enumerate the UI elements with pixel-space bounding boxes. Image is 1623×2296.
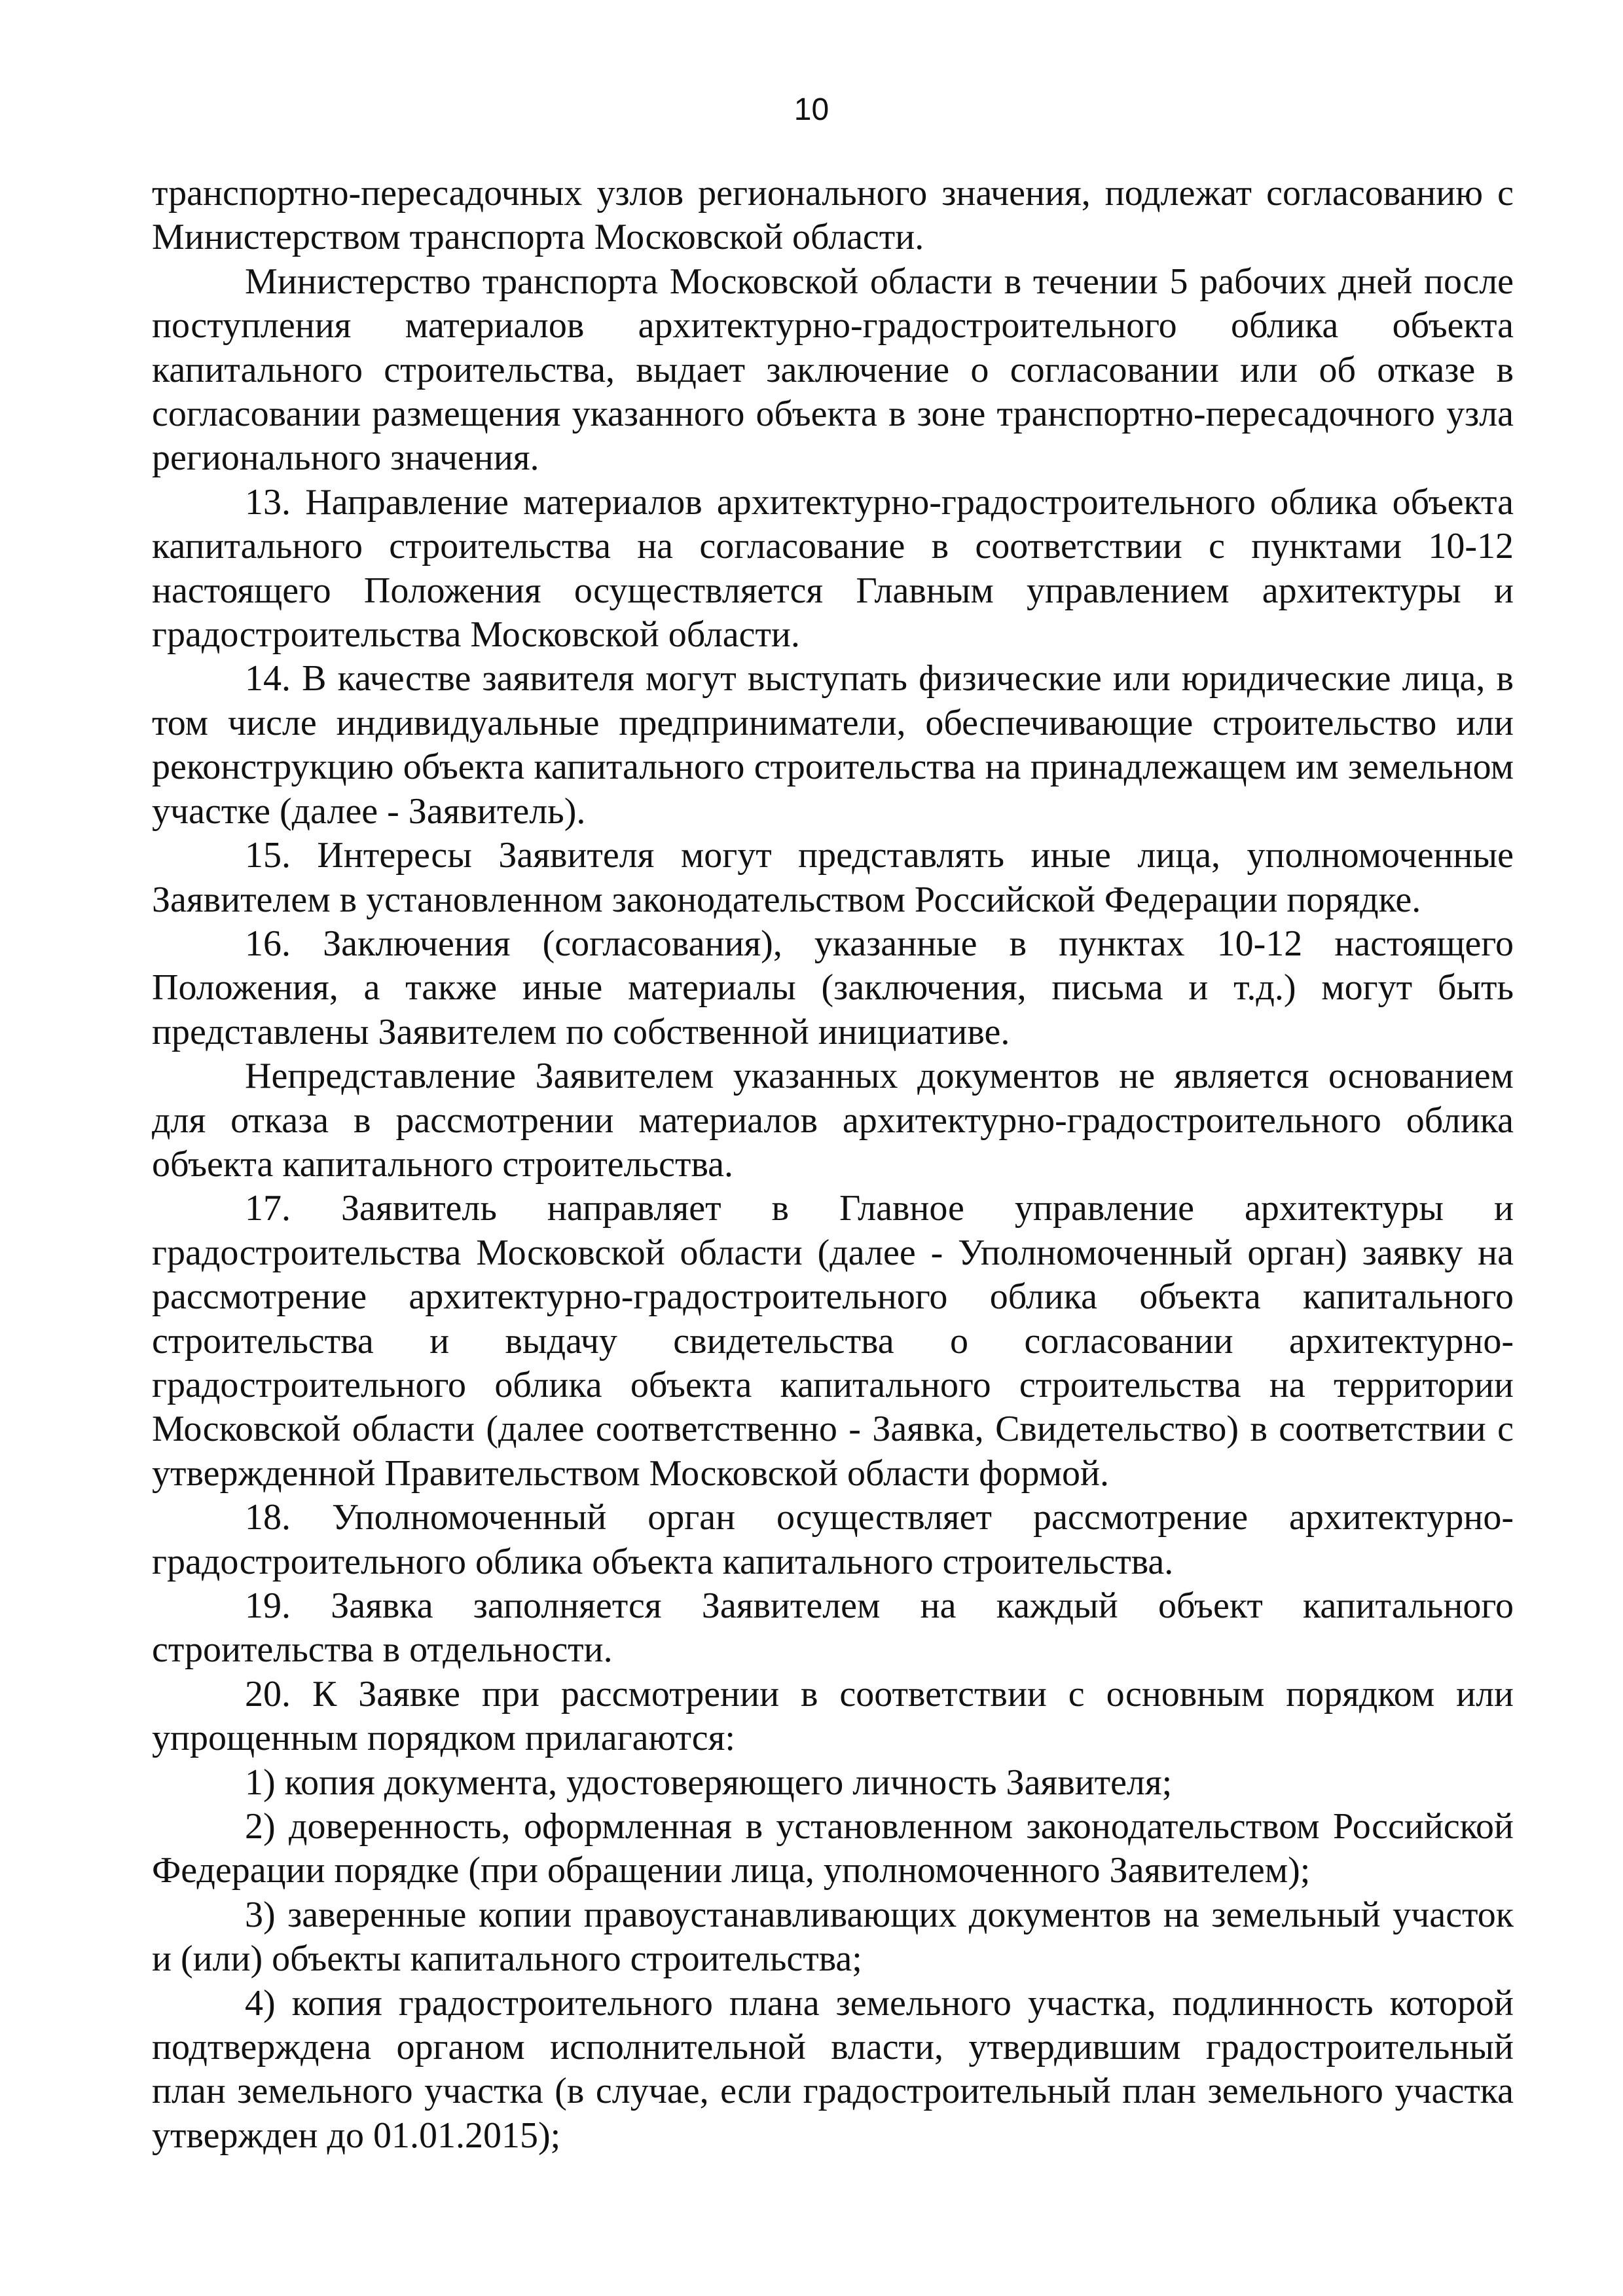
paragraph: 14. В качестве заявителя могут выступать физические или юридические лица, в том числе индивидуальные предприниматели, обеспечивающие строительство или реконструкцию объекта капитального строительства на принадлежащем им земельном участке (далее - Заявитель). — [152, 658, 1514, 832]
paragraph: 18. Уполномоченный орган осуществляет рассмотрение архитектурно-градостроительного облика объекта капитального строительства. — [152, 1497, 1514, 1582]
list-item: 1) копия документа, удостоверяющего личность Заявителя; — [245, 1762, 1173, 1803]
list-item: 2) доверенность, оформленная в установленном законодательством Российской Федерации порядке (при обращении лица, уполномоченного Заявителем); — [152, 1806, 1514, 1891]
paragraph: 20. К Заявке при рассмотрении в соответствии с основным порядком или упрощенным порядком прилагаются: — [152, 1673, 1514, 1759]
page-number: 10 — [793, 92, 830, 127]
document-body — [152, 172, 1514, 2158]
paragraph: 16. Заключения (согласования), указанные в пунктах 10-12 настоящего Положения, а также иные материалы (заключения, письма и т.д.) могут быть представлены Заявителем по собственной инициативе. — [152, 923, 1514, 1052]
paragraph: транспортно-пересадочных узлов регионального значения, подлежат согласованию с Министерством транспорта Московской области. — [152, 173, 1514, 258]
paragraph: 17. Заявитель направляет в Главное управление архитектуры и градостроительства Московской области (далее - Уполномоченный орган) заявку на рассмотрение архитектурно-градостроительного облика объекта капитального строительства и выдачу свидетельства о согласовании архитектурно-градостроительного облика объекта капитального строительства на территории Московской области (далее соответственно - Заявка, Свидетельство) в соответствии с утвержденной Правительством Московской области формой. — [152, 1188, 1514, 1494]
list-item: 3) заверенные копии правоустанавливающих документов на земельный участок и (или) объекты капитального строительства; — [152, 1894, 1514, 1980]
list-item: 4) копия градостроительного плана земельного участка, подлинность которой подтверждена органом исполнительной власти, утвердившим градостроительный план земельного участка (в случае, если градостроительный план земельного участка утвержден до 01.01.2015); — [152, 1982, 1514, 2156]
paragraph: Министерство транспорта Московской области в течении 5 рабочих дней после поступления материалов архитектурно-градостроительного облика объекта капитального строительства, выдает заключение о согласовании или об отказе в согласовании размещения указанного объекта в зоне транспортно-пересадочного узла регионального значения. — [152, 261, 1514, 479]
paragraph: Непредставление Заявителем указанных документов не является основанием для отказа в рассмотрении материалов архитектурно-градостроительного облика объекта капитального строительства. — [152, 1056, 1514, 1185]
paragraph: 15. Интересы Заявителя могут представлять иные лица, уполномоченные Заявителем в установленном законодательством Российской Федерации порядке. — [152, 835, 1514, 920]
paragraph: 19. Заявка заполняется Заявителем на каждый объект капитального строительства в отдельности. — [152, 1585, 1514, 1671]
paragraph: 13. Направление материалов архитектурно-градостроительного облика объекта капитального строительства на согласование в соответствии с пунктами 10-12 настоящего Положения осуществляется Главным управлением архитектуры и градостроительства Московской области. — [152, 481, 1514, 656]
